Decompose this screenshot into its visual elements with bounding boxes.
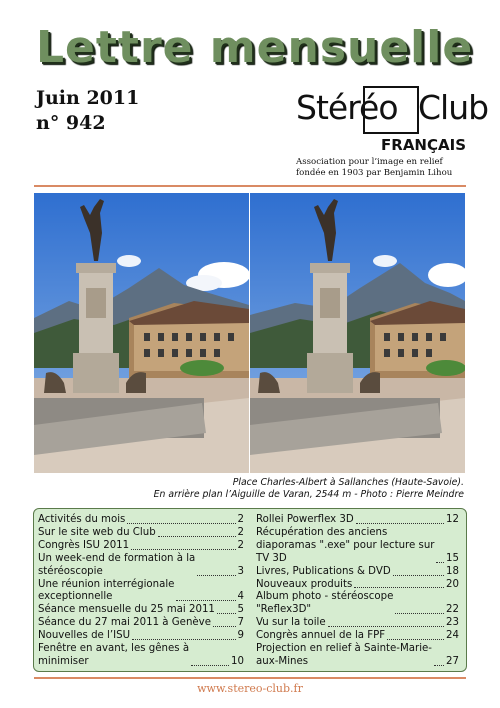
table-of-contents (33, 508, 467, 672)
toc-leader-dots (393, 575, 444, 576)
toc-entry-page: 10 (231, 655, 244, 667)
toc-entry-title: Congrès annuel de la FPF (256, 630, 386, 642)
toc-leader-dots (395, 613, 444, 614)
caption-line-2: En arrière plan l’Aiguille de Varan, 2544 m - Photo : Pierre Meindre (153, 489, 464, 500)
stereo-photo-right (250, 193, 465, 473)
toc-entry-page: 22 (446, 604, 459, 616)
toc-leader-dots (217, 613, 236, 614)
toc-entry (38, 630, 244, 643)
toc-entry (256, 630, 459, 643)
logo-word-stereo: Stéréo (296, 88, 398, 127)
toc-entry-title: Activités du mois (38, 514, 126, 525)
toc-entry-page: 5 (237, 604, 244, 616)
toc-entry-page: 2 (237, 514, 244, 525)
toc-entry-page: 9 (237, 630, 244, 642)
footer-url[interactable]: www.stereo-club.fr (197, 682, 303, 695)
issue-number: n° 942 (36, 112, 106, 134)
association-line-1: Association pour l’image en relief (296, 157, 443, 167)
toc-entry-title: Séance mensuelle du 25 mai 2011 (38, 604, 215, 616)
toc-entry (38, 527, 244, 540)
stereo-photo-left (34, 193, 249, 473)
toc-entry-title: Rollei Powerflex 3D (256, 514, 354, 525)
toc-entry-page: 4 (237, 591, 244, 603)
toc-entry (38, 617, 244, 630)
toc-leader-dots (434, 665, 444, 666)
toc-entry (38, 514, 244, 527)
toc-entry-title: Vu sur la toile (256, 617, 326, 629)
toc-entry (38, 553, 244, 579)
logo-word-club: Club (418, 88, 489, 127)
logo-box (363, 86, 419, 134)
toc-entry-page: 3 (237, 565, 244, 577)
toc-entry-title: Séance du 27 mai 2011 à Genève (38, 617, 211, 629)
logo-subtitle: FRANÇAIS (381, 136, 466, 154)
toc-entry (256, 617, 459, 630)
toc-leader-dots (127, 523, 235, 524)
caption-line-1: Place Charles-Albert à Sallanches (Haute-Savoie). (232, 477, 464, 488)
toc-entry-title: Livres, Publications & DVD (256, 565, 391, 577)
association-description (296, 157, 466, 179)
toc-leader-dots (132, 639, 235, 640)
toc-entry (38, 579, 244, 605)
toc-entry-title: Congrès ISU 2011 (38, 539, 130, 551)
photo-left-illustration (34, 193, 249, 473)
toc-leader-dots (131, 549, 235, 550)
toc-entry-title: Une réunion interrégionale exceptionnelle (38, 578, 175, 603)
toc-entry-page: 24 (446, 630, 459, 642)
toc-entry-page: 2 (237, 526, 244, 538)
toc-entry-page: 2 (237, 539, 244, 551)
bottom-divider (34, 677, 466, 679)
toc-leader-dots (387, 639, 444, 640)
toc-entry-page: 23 (446, 617, 459, 629)
toc-entry (38, 540, 244, 553)
toc-leader-dots (436, 562, 444, 563)
toc-entry (256, 514, 459, 527)
photo-right-illustration (250, 193, 465, 473)
toc-right-column (256, 514, 459, 669)
toc-entry-title: Un week-end de formation à la stéréoscopie (38, 552, 196, 577)
toc-leader-dots (213, 626, 236, 627)
association-line-2: fondée en 1903 par Benjamin Lihou (296, 168, 453, 178)
toc-entry (256, 566, 459, 579)
stereo-club-logo (294, 86, 489, 134)
toc-entry-title: Nouveaux produits (256, 578, 353, 590)
toc-entry-title: Nouvelles de l’ISU (38, 630, 131, 642)
toc-leader-dots (176, 600, 235, 601)
toc-leader-dots (354, 587, 444, 588)
issue-info (36, 86, 139, 136)
toc-entry-page: 20 (446, 578, 459, 590)
toc-entry (38, 604, 244, 617)
toc-entry-page: 15 (446, 552, 459, 564)
toc-entry-page: 12 (446, 514, 459, 525)
toc-entry-title: Sur le site web du Club (38, 526, 156, 538)
toc-leader-dots (191, 665, 229, 666)
toc-leader-dots (158, 536, 236, 537)
toc-entry-title: Récupération des anciens diaporamas ".exe" pour lecture sur TV 3D (256, 526, 435, 564)
toc-leader-dots (328, 626, 444, 627)
toc-entry-page: 7 (237, 617, 244, 629)
issue-month: Juin 2011 (36, 87, 140, 109)
toc-entry-title: Album photo - stéréoscope "Reflex3D" (256, 591, 394, 616)
toc-entry-page: 18 (446, 565, 459, 577)
toc-entry (256, 643, 459, 669)
toc-leader-dots (197, 575, 235, 576)
top-divider (34, 185, 466, 187)
toc-entry (38, 643, 244, 669)
toc-entry-title: Projection en relief à Sainte-Marie- aux-Mines (256, 643, 432, 667)
toc-left-column (38, 514, 244, 669)
toc-leader-dots (356, 523, 444, 524)
toc-entry-title: Fenêtre en avant, les gênes à minimiser (38, 643, 190, 667)
toc-entry-page: 27 (446, 655, 459, 667)
toc-entry (256, 527, 459, 566)
toc-entry (256, 579, 459, 592)
newsletter-title: Lettre mensuelle (36, 22, 474, 73)
toc-entry (256, 591, 459, 617)
photo-caption (154, 477, 464, 501)
